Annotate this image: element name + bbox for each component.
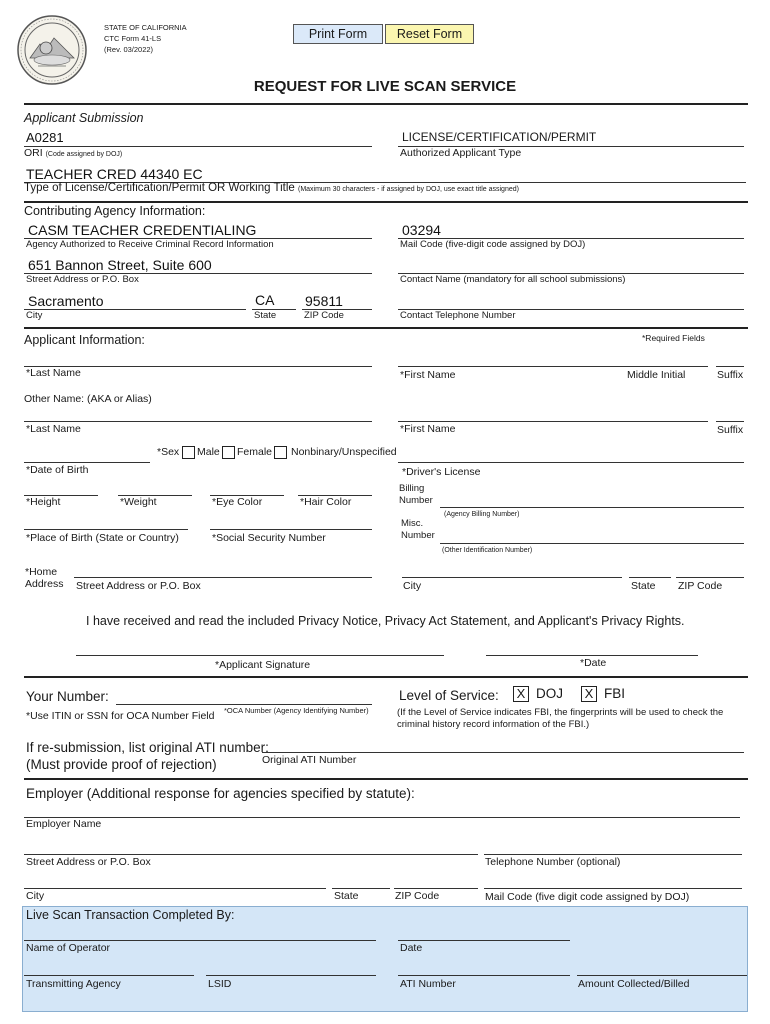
license-type-field[interactable]: TEACHER CRED 44340 EC — [26, 166, 203, 182]
divider — [116, 704, 372, 705]
oca-note: *OCA Number (Agency Identifying Number) — [224, 706, 369, 715]
form-number: CTC Form 41-LS — [104, 34, 162, 43]
resubmission-line2: (Must provide proof of rejection) — [26, 757, 217, 772]
employer-heading: Employer (Additional response for agencies specified by statute): — [26, 786, 415, 801]
privacy-statement: I have received and read the included Privacy Notice, Privacy Act Statement, and Applicant's Privacy Rights. — [86, 614, 685, 628]
divider — [676, 577, 744, 578]
required-fields-note: *Required Fields — [642, 333, 705, 343]
print-form-button[interactable]: Print Form — [293, 24, 383, 44]
employer-city-label: City — [26, 890, 45, 902]
hair-color-label: *Hair Color — [300, 496, 352, 508]
divider — [440, 543, 744, 544]
divider — [24, 676, 748, 678]
resubmission-line1: If re-submission, list original ATI number: — [26, 740, 269, 755]
divider — [24, 462, 150, 463]
sex-male-label: Male — [197, 446, 220, 458]
authorized-type-label: Authorized Applicant Type — [400, 147, 522, 159]
page-title: REQUEST FOR LIVE SCAN SERVICE — [253, 78, 517, 95]
amount-collected-label: Amount Collected/Billed — [578, 978, 690, 990]
signature-label: *Applicant Signature — [215, 659, 311, 671]
license-type-label-text: Type of License/Certification/Permit OR Working Title — [24, 182, 295, 194]
home-street-label: Street Address or P.O. Box — [76, 580, 201, 592]
eye-color-label: *Eye Color — [212, 496, 263, 508]
divider — [24, 778, 748, 780]
city-label: City — [26, 310, 43, 321]
divider — [398, 940, 570, 941]
suffix-label: Suffix — [717, 369, 744, 381]
divider — [394, 888, 478, 889]
divider — [716, 421, 744, 422]
fbi-note-line1: (If the Level of Service indicates FBI, the fingerprints will be used to check the — [397, 707, 724, 718]
contributing-agency-heading: Contributing Agency Information: — [24, 204, 206, 218]
agency-name-field[interactable]: CASM TEACHER CREDENTIALING — [28, 222, 257, 238]
height-label: *Height — [26, 496, 61, 508]
authorized-type-field[interactable]: LICENSE/CERTIFICATION/PERMIT — [402, 130, 597, 144]
first-name-label: *First Name — [400, 369, 456, 381]
divider — [206, 975, 376, 976]
divider — [24, 327, 748, 329]
ssn-label: *Social Security Number — [212, 532, 326, 544]
reset-form-button[interactable]: Reset Form — [385, 24, 474, 44]
ori-label — [24, 147, 122, 159]
drivers-license-label: *Driver's License — [402, 466, 481, 478]
date-label: *Date — [580, 657, 607, 669]
city-field[interactable]: Sacramento — [28, 293, 104, 309]
resubmission-label — [26, 739, 269, 773]
home-state-label: State — [631, 580, 656, 592]
divider — [716, 366, 744, 367]
last-name-label: *Last Name — [26, 367, 81, 379]
original-ati-label: Original ATI Number — [262, 754, 357, 766]
sex-nonbinary-checkbox[interactable] — [274, 446, 287, 459]
home-city-label: City — [403, 580, 422, 592]
other-suffix-label: Suffix — [717, 424, 744, 436]
home-address-label — [25, 566, 64, 590]
state-field[interactable]: CA — [255, 292, 275, 308]
divider — [398, 975, 570, 976]
divider — [24, 529, 188, 530]
billing-number-label — [399, 483, 433, 507]
zip-label: ZIP Code — [304, 310, 344, 321]
divider — [24, 309, 246, 310]
mail-code-field[interactable]: 03294 — [402, 222, 441, 238]
middle-initial-label: Middle Initial — [627, 369, 686, 381]
divider — [484, 854, 742, 855]
divider — [24, 421, 372, 422]
street-address-label: Street Address or P.O. Box — [26, 274, 139, 285]
form-revision: (Rev. 03/2022) — [104, 45, 154, 54]
fbi-note-line2: criminal history record information of the FBI.) — [397, 719, 590, 730]
divider — [24, 201, 748, 203]
sex-male-checkbox[interactable] — [182, 446, 195, 459]
california-seal — [16, 14, 88, 86]
live-scan-date-label: Date — [400, 942, 423, 954]
street-address-field[interactable]: 651 Bannon Street, Suite 600 — [28, 257, 212, 273]
billing-label-line2: Number — [399, 495, 433, 506]
divider — [629, 577, 671, 578]
divider — [440, 507, 744, 508]
operator-name-label: Name of Operator — [26, 942, 111, 954]
divider — [24, 975, 194, 976]
fbi-note — [397, 707, 723, 731]
employer-name-label: Employer Name — [26, 818, 102, 830]
divider — [577, 975, 747, 976]
state-field-label: State — [254, 310, 277, 321]
contact-name-label: Contact Name (mandatory for all school submissions) — [400, 274, 626, 285]
sex-nonbinary-label: Nonbinary/Unspecified — [291, 446, 397, 458]
billing-number-note: (Agency Billing Number) — [444, 511, 520, 518]
divider — [24, 854, 478, 855]
fbi-label: FBI — [604, 686, 626, 701]
home-label-line2: Address — [25, 578, 64, 590]
employer-phone-label: Telephone Number (optional) — [485, 856, 621, 868]
dob-label: *Date of Birth — [26, 464, 89, 476]
live-scan-heading: Live Scan Transaction Completed By: — [26, 908, 235, 922]
employer-state-label: State — [334, 890, 359, 902]
employer-zip-label: ZIP Code — [395, 890, 440, 902]
misc-label-line2: Number — [401, 530, 435, 541]
other-first-name-label: *First Name — [400, 423, 456, 435]
divider — [484, 888, 742, 889]
sex-label: *Sex — [157, 446, 180, 458]
divider — [24, 888, 326, 889]
place-of-birth-label: *Place of Birth (State or Country) — [26, 532, 179, 544]
agency-name-label: Agency Authorized to Receive Criminal Record Information — [26, 239, 274, 250]
mail-code-label: Mail Code (five-digit code assigned by DOJ) — [400, 239, 586, 250]
employer-mail-code-label: Mail Code (five digit code assigned by DOJ) — [485, 891, 690, 903]
home-label-line1: *Home — [25, 566, 58, 578]
applicant-info-heading: Applicant Information: — [24, 333, 145, 347]
divider — [262, 752, 744, 753]
divider — [24, 103, 748, 105]
sex-female-checkbox[interactable] — [222, 446, 235, 459]
divider — [402, 577, 622, 578]
fbi-checkbox[interactable]: X — [581, 686, 597, 702]
zip-field[interactable]: 95811 — [305, 293, 343, 309]
ati-number-label: ATI Number — [400, 978, 456, 990]
weight-label: *Weight — [120, 496, 157, 508]
divider — [332, 888, 390, 889]
transmitting-agency-label: Transmitting Agency — [26, 978, 121, 990]
divider — [398, 366, 708, 367]
sex-female-label: Female — [237, 446, 273, 458]
license-type-label — [24, 182, 519, 194]
divider — [74, 577, 372, 578]
divider — [76, 655, 444, 656]
doj-checkbox[interactable]: X — [513, 686, 529, 702]
divider — [486, 655, 698, 656]
employer-street-label: Street Address or P.O. Box — [26, 856, 151, 868]
license-type-note: (Maximum 30 characters - if assigned by DOJ, use exact title assigned) — [297, 186, 519, 193]
misc-label-line1: Misc. — [401, 518, 424, 529]
itin-note: *Use ITIN or SSN for OCA Number Field — [26, 710, 215, 722]
billing-label-line1: Billing — [399, 483, 425, 494]
lsid-label: LSID — [208, 978, 232, 990]
contact-phone-label: Contact Telephone Number — [400, 310, 516, 321]
ori-note: (Code assigned by DOJ) — [45, 151, 123, 158]
divider — [210, 529, 372, 530]
divider — [24, 817, 740, 818]
other-name-label: Other Name: (AKA or Alias) — [24, 393, 152, 405]
home-zip-label: ZIP Code — [678, 580, 723, 592]
state-label: STATE OF CALIFORNIA — [104, 23, 187, 32]
level-of-service-label: Level of Service: — [399, 688, 499, 703]
other-last-name-label: *Last Name — [26, 423, 81, 435]
applicant-submission-heading: Applicant Submission — [24, 111, 144, 125]
ori-label-text: ORI — [24, 147, 43, 159]
divider — [398, 462, 744, 463]
doj-label: DOJ — [536, 686, 563, 701]
your-number-label: Your Number: — [26, 689, 109, 704]
ori-field[interactable]: A0281 — [26, 130, 64, 145]
divider — [398, 421, 708, 422]
misc-number-label — [401, 518, 435, 542]
divider — [24, 940, 376, 941]
misc-number-note: (Other Identification Number) — [442, 547, 533, 554]
